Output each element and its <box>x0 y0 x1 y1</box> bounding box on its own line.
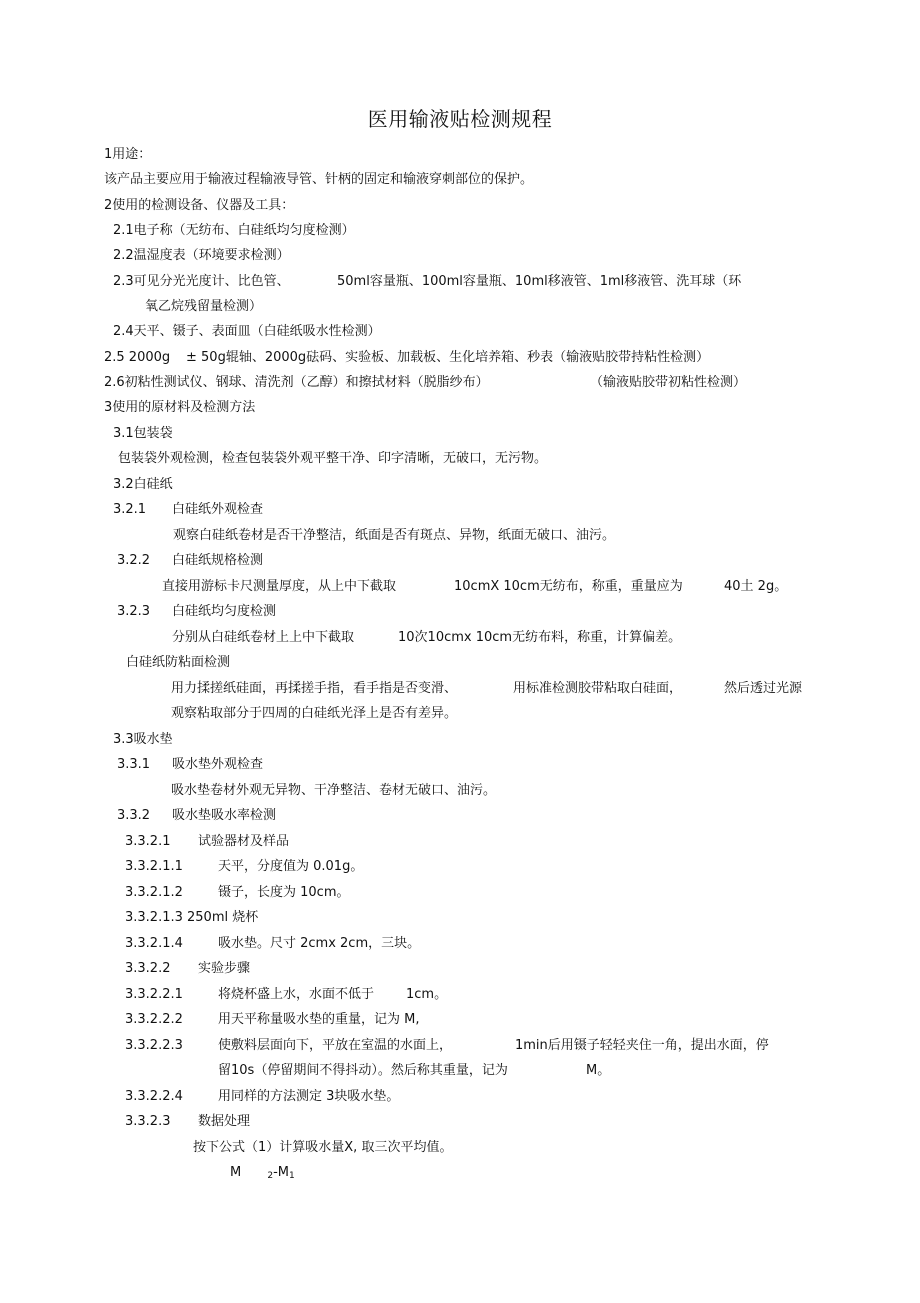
item-2-5-part-a: 2.5 2000g <box>104 350 171 365</box>
step-3-3-2-2 <box>125 960 425 978</box>
section-3-2-1-title: 白硅纸外观检查 <box>172 502 264 517</box>
section-3-3-1-title: 吸水垫外观检查 <box>172 757 264 772</box>
section-3-3-1-heading <box>117 756 417 774</box>
item-2-6-part-a: 2.6初粘性测试仪、钢球、清洗剂（乙醇）和擦拭材料（脱脂纱布） <box>104 375 489 390</box>
step-text: 用天平称量吸水垫的重量，记为 M, <box>218 1012 420 1027</box>
anti-stick-text <box>171 680 816 698</box>
section-3-2-2-title: 白硅纸规格检测 <box>172 553 264 568</box>
item-2-5-part-b: ± 50g辊轴、2000g砝码、实验板、加载板、生化培养箱、秒表（输液贴胶带持粘性检测） <box>186 350 710 365</box>
section-3-2-1-heading <box>113 501 413 519</box>
section-3-2-heading: 3.2白硅纸 <box>113 477 173 492</box>
anti-stick-heading: 白硅纸防粘面检测 <box>126 655 231 670</box>
formula-intro: 按下公式（1）计算吸水量X, 取三次平均值。 <box>193 1140 453 1155</box>
step-text: 镊子，长度为 10cm。 <box>218 885 350 900</box>
step-3-3-2-1-2 <box>125 884 485 902</box>
formula-m: M <box>230 1165 242 1180</box>
item-2-2: 2.2温湿度表（环境要求检测） <box>113 248 290 263</box>
step-3-3-2-2-3 <box>125 1037 805 1055</box>
anti-stick-text-part-b: 用标准检测胶带粘取白硅面， <box>513 681 683 696</box>
section-3-1-heading: 3.1包装袋 <box>113 426 173 441</box>
step-3-3-2-1 <box>125 833 425 851</box>
section-3-2-1-text: 观察白硅纸卷材是否干净整洁，纸面是否有斑点、异物，纸面无破口、油污。 <box>173 528 616 543</box>
item-2-3-continued: 氧乙烷残留量检测） <box>145 299 263 314</box>
step-text: 试验器材及样品 <box>198 834 290 849</box>
step-3-3-2-2-1 <box>125 986 545 1004</box>
section-3-2-2-text-part-b: 10cmX 10cm无纺布，称重，重量应为 <box>454 579 683 594</box>
item-2-6-part-b: （输液贴胶带初粘性检测） <box>590 375 747 390</box>
step-number: 3.3.2.1.1 <box>125 859 183 874</box>
step-text-part-b: 1min后用镊子轻轻夹住一角，提出水面，停 <box>515 1038 769 1053</box>
section-3-2-2-text-part-c: 40土 2g。 <box>724 579 788 594</box>
step-number: 3.3.2.3 <box>125 1114 171 1129</box>
formula-sub-1: 1 <box>289 1171 295 1181</box>
step-text: 实验步骤 <box>198 961 251 976</box>
step-text-part-b: 1cm。 <box>406 987 448 1002</box>
section-3-2-2-text <box>162 578 822 596</box>
step-3-3-2-2-4 <box>125 1088 545 1106</box>
item-2-4: 2.4天平、镊子、表面皿（白硅纸吸水性检测） <box>113 324 381 339</box>
section-3-2-2-text-part-a: 直接用游标卡尺测量厚度，从上中下截取 <box>162 579 397 594</box>
formula-numerator <box>230 1164 295 1185</box>
section-3-3-1-text: 吸水垫卷材外观无异物、干净整洁、卷材无破口、油污。 <box>171 783 497 798</box>
section-3-2-3-text-part-a: 分别从白硅纸卷材上上中下截取 <box>172 630 355 645</box>
item-2-3-part-b: 50ml容量瓶、100ml容量瓶、10ml移液管、1ml移液管、洗耳球（环 <box>337 274 742 289</box>
item-2-5 <box>104 349 884 367</box>
section-3-2-3-text-part-b: 10次10cmx 10cm无纺布料，称重，计算偏差。 <box>398 630 682 645</box>
page-title: 医用输液贴检测规程 <box>367 107 553 131</box>
section-3-2-3-number: 3.2.3 <box>117 604 151 619</box>
step-text: 数据处理 <box>198 1114 251 1129</box>
item-2-3-part-a: 2.3可见分光光度计、比色管、 <box>113 274 290 289</box>
section-3-3-2-title: 吸水垫吸水率检测 <box>172 808 277 823</box>
step-text-part-d: M。 <box>586 1063 611 1078</box>
step-number: 3.3.2.2 <box>125 961 171 976</box>
step-text: 天平，分度值为 0.01g。 <box>218 859 364 874</box>
step-3-3-2-3 <box>125 1113 425 1131</box>
step-number: 3.3.2.2.2 <box>125 1012 183 1027</box>
section-3-2-1-number: 3.2.1 <box>113 502 147 517</box>
section-3-3-2-number: 3.3.2 <box>117 808 151 823</box>
section-3-3-2-heading <box>117 807 417 825</box>
anti-stick-text-continued: 观察粘取部分于四周的白硅纸光泽上是否有差异。 <box>171 706 458 721</box>
step-3-3-2-1-1 <box>125 858 485 876</box>
anti-stick-text-part-a: 用力揉搓纸硅面，再揉搓手指，看手指是否变滑、 <box>171 681 458 696</box>
step-text: 用同样的方法测定 3块吸水垫。 <box>218 1089 400 1104</box>
section-3-heading: 3使用的原材料及检测方法 <box>104 400 256 415</box>
step-3-3-2-2-2 <box>125 1011 545 1029</box>
anti-stick-text-part-c: 然后透过光源 <box>724 681 803 696</box>
section-1-text: 该产品主要应用于输液过程输液导管、针柄的固定和输液穿刺部位的保护。 <box>104 172 534 187</box>
step-number: 3.3.2.2.3 <box>125 1038 183 1053</box>
step-3-3-2-2-3-continued <box>218 1062 638 1080</box>
section-3-3-heading: 3.3吸水垫 <box>113 732 173 747</box>
section-3-2-2-heading <box>117 552 417 570</box>
formula-sub-2: 2 <box>267 1171 274 1181</box>
step-text-part-a: 使敷料层面向下，平放在室温的水面上， <box>218 1038 453 1053</box>
section-3-1-text: 包装袋外观检测，检查包装袋外观平整干净、印字清晰，无破口，无污物。 <box>118 451 548 466</box>
formula-minus-m: -M <box>273 1165 290 1180</box>
step-number: 3.3.2.1.2 <box>125 885 183 900</box>
step-number: 3.3.2.2.4 <box>125 1089 183 1104</box>
step-number: 3.3.2.1.4 <box>125 936 183 951</box>
item-2-1: 2.1电子称（无纺布、白硅纸均匀度检测） <box>113 223 355 238</box>
step-3-3-2-1-4 <box>125 935 525 953</box>
section-3-2-3-heading <box>117 603 417 621</box>
step-text-part-c: 留10s（停留期间不得抖动）。然后称其重量，记为 <box>218 1063 508 1078</box>
step-number: 3.3.2.1 <box>125 834 171 849</box>
step-text: 吸水垫。尺寸 2cmx 2cm，三块。 <box>218 936 421 951</box>
section-3-3-1-number: 3.3.1 <box>117 757 151 772</box>
item-2-3 <box>113 273 873 291</box>
section-2-heading: 2使用的检测设备、仪器及工具： <box>104 198 295 213</box>
section-3-2-3-title: 白硅纸均匀度检测 <box>172 604 277 619</box>
section-3-2-3-text <box>172 629 732 647</box>
step-3-3-2-1-3: 3.3.2.1.3 250ml 烧杯 <box>125 910 259 925</box>
item-2-6 <box>104 374 884 392</box>
step-number: 3.3.2.2.1 <box>125 987 183 1002</box>
section-1-heading: 1用途： <box>104 147 152 162</box>
step-text-part-a: 将烧杯盛上水，水面不低于 <box>218 987 375 1002</box>
section-3-2-2-number: 3.2.2 <box>117 553 151 568</box>
